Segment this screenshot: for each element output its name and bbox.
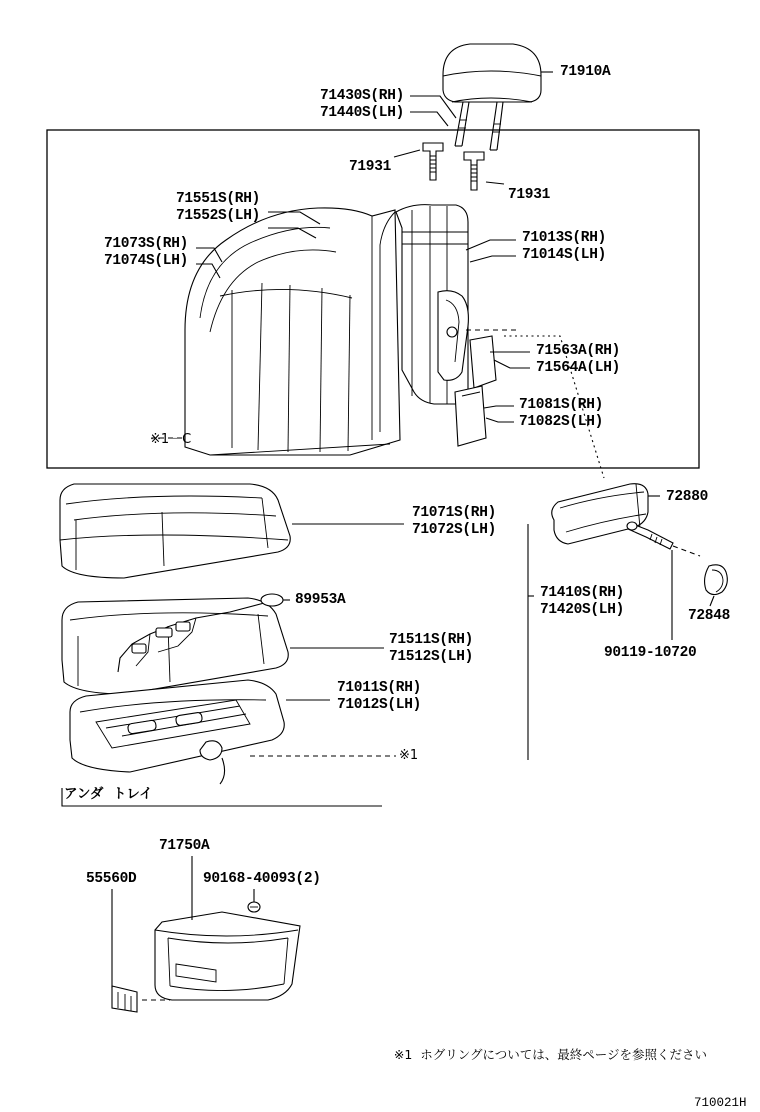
cushion-pad-part — [60, 484, 290, 578]
label-cushion-frame-rh: 71011S(RH) — [337, 680, 422, 696]
armrest-cap-part — [705, 565, 728, 595]
label-headrest: 71910A — [560, 64, 611, 80]
label-armrest-cap: 72848 — [688, 608, 731, 624]
figure-id: 710021H — [694, 1096, 747, 1110]
label-back-board-rh: 71081S(RH) — [519, 397, 604, 413]
armrest-part — [552, 484, 648, 544]
label-seat-assy-lh: 71420S(LH) — [540, 602, 625, 618]
label-back-frame-lh: 71014S(LH) — [522, 247, 607, 263]
label-back-board-lh: 71082S(LH) — [519, 414, 604, 430]
label-tray: 71750A — [159, 838, 210, 854]
cushion-frame-part — [70, 680, 284, 784]
label-back-frame-rh: 71013S(RH) — [522, 230, 607, 246]
label-hinge-cover-lh: 71564A(LH) — [536, 360, 621, 376]
label-tray-latch: 55560D — [86, 871, 137, 887]
label-cushion-pad-lh: 71072S(LH) — [412, 522, 497, 538]
label-cushion-frame-lh: 71012S(LH) — [337, 697, 422, 713]
label-armrest-bolt: 90119-10720 — [604, 645, 697, 661]
label-back-pad-rh: 71073S(RH) — [104, 236, 189, 252]
under-tray-part — [112, 912, 300, 1012]
bolt-right-part — [464, 152, 484, 190]
label-cushion-cover-lh: 71512S(LH) — [389, 649, 474, 665]
footnote-text: ホグリングについては、最終ページを参照ください — [420, 1047, 708, 1062]
label-hogring-cushion: ※1 — [399, 748, 419, 763]
label-cushion-cover-rh: 71511S(RH) — [389, 632, 474, 648]
tray-screw-part — [248, 902, 260, 912]
footnote — [378, 1030, 707, 1078]
label-hogring-back: ※1－C — [150, 432, 192, 447]
under-tray-caption: アンダ トレイ — [64, 786, 153, 802]
footnote-mark: ※1 — [393, 1047, 413, 1062]
bolt-left-part — [423, 143, 443, 180]
label-bolt-left: 71931 — [349, 159, 392, 175]
label-headrest-support-lh: 71440S(LH) — [320, 105, 405, 121]
cushion-cover-part — [62, 594, 288, 694]
label-bolt-right: 71931 — [508, 187, 551, 203]
label-back-pad-lh: 71074S(LH) — [104, 253, 189, 269]
armrest-bolt-part — [627, 522, 673, 549]
label-wire-harness: 89953A — [295, 592, 346, 608]
label-headrest-support-rh: 71430S(RH) — [320, 88, 405, 104]
headrest-part — [443, 44, 541, 150]
label-back-cover-lh: 71552S(LH) — [176, 208, 261, 224]
label-tray-screw: 90168-40093(2) — [203, 871, 321, 887]
label-back-cover-rh: 71551S(RH) — [176, 191, 261, 207]
label-cushion-pad-rh: 71071S(RH) — [412, 505, 497, 521]
label-armrest: 72880 — [666, 489, 709, 505]
label-hinge-cover-rh: 71563A(RH) — [536, 343, 621, 359]
seatback-assembly — [185, 205, 496, 455]
label-seat-assy-rh: 71410S(RH) — [540, 585, 625, 601]
